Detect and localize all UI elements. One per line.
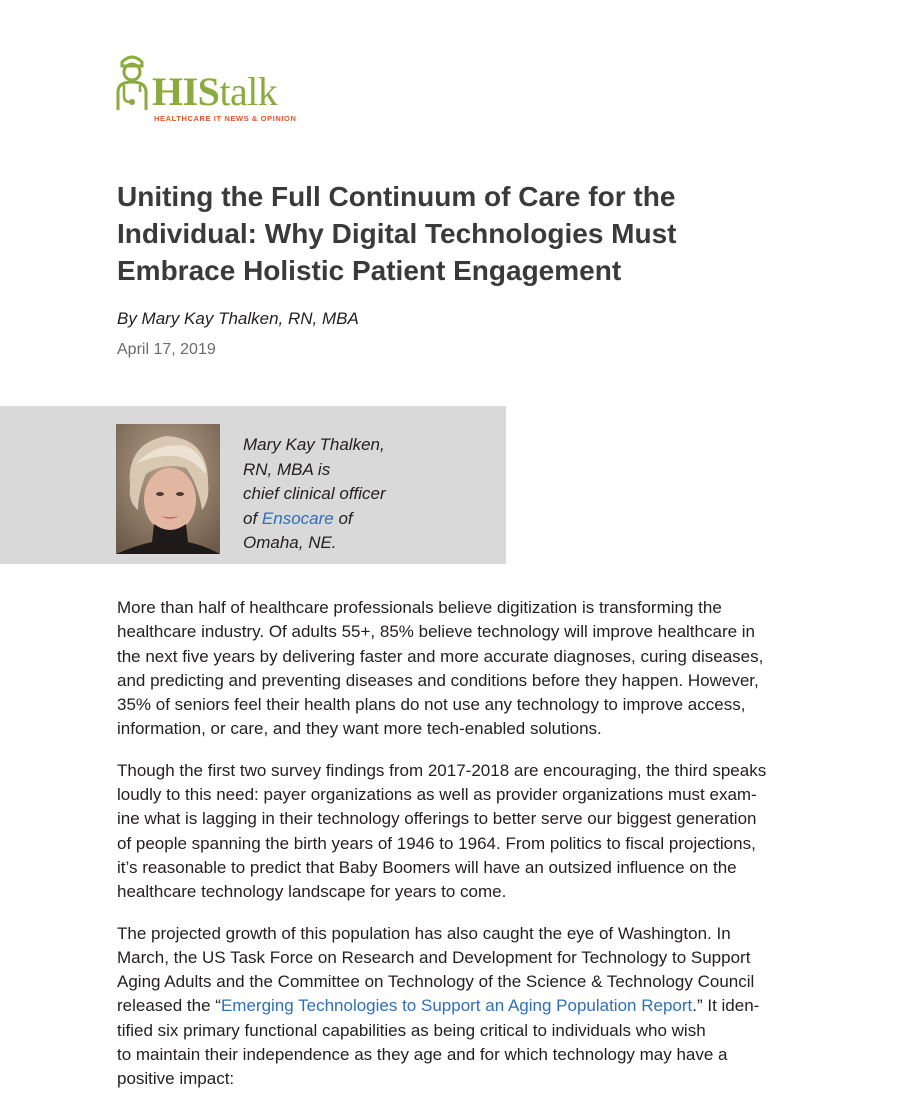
text-line: ine what is lagging in their technology offerings to better serve our biggest generation	[117, 809, 757, 829]
text-line: positive impact:	[117, 1069, 235, 1089]
author-photo	[116, 424, 220, 554]
article-date: April 17, 2019	[117, 341, 216, 358]
logo-word-talk: talk	[219, 69, 278, 114]
text-line: 35% of seniors feel their health plans do not use any technology to improve access,	[117, 695, 746, 715]
text-line	[117, 994, 817, 1018]
author-bio-box	[0, 406, 506, 564]
text-line: March, the US Task Force on Research and Development for Technology to Support	[117, 947, 751, 967]
author-bio-text	[243, 433, 463, 556]
text-line: Though the first two survey findings from 2017-2018 are encouraging, the third speaks	[117, 760, 767, 780]
text-line: and predicting and preventing diseases and conditions before they happen. However,	[117, 670, 759, 690]
article-byline: By Mary Kay Thalken, RN, MBA	[117, 309, 359, 328]
article-body	[117, 596, 817, 1109]
bio-line	[243, 507, 463, 532]
ensocare-link[interactable]: Ensocare	[261, 508, 334, 528]
bio-line: RN, MBA is	[243, 459, 331, 479]
text-line: healthcare industry. Of adults 55+, 85% believe technology will improve healthcare in	[117, 622, 756, 642]
histalk-logo[interactable]	[112, 52, 312, 128]
text-fragment: released the “	[117, 996, 221, 1016]
logo-word-his: HIS	[152, 69, 220, 114]
logo-wordmark	[152, 69, 278, 114]
paragraph-1	[117, 596, 817, 742]
paragraph-3	[117, 922, 817, 1092]
text-line: More than half of healthcare professionals believe digitization is transforming the	[117, 598, 722, 617]
bio-line: chief clinical officer	[243, 484, 386, 503]
text-line: the next five years by delivering faster and more accurate diagnoses, curing diseases,	[117, 646, 764, 666]
text-line: to maintain their independence as they age and for which technology may have a	[117, 1045, 728, 1065]
text-fragment: .” It iden-	[692, 996, 760, 1016]
bio-text-fragment: of	[333, 508, 353, 528]
text-line: healthcare technology landscape for years to come.	[117, 882, 507, 902]
bio-line: Mary Kay Thalken,	[243, 435, 385, 454]
article-title: Uniting the Full Continuum of Care for the Individual: Why Digital Technologies Must Embrace Holistic Patient Engagement	[117, 181, 677, 286]
aging-population-report-link[interactable]: Emerging Technologies to Support an Aging Population Report	[220, 996, 693, 1016]
text-line: Aging Adults and the Committee on Technology of the Science & Technology Council	[117, 972, 755, 992]
text-line: The projected growth of this population has also caught the eye of Washington. In	[117, 923, 731, 943]
text-line: tified six primary functional capabilities as being critical to individuals who wish	[117, 1020, 706, 1040]
doctor-stethoscope-icon	[112, 52, 152, 114]
text-line: information, or care, and they want more tech-enabled solutions.	[117, 719, 602, 739]
text-line: it’s reasonable to predict that Baby Boomers will have an outsized influence on the	[117, 857, 737, 877]
paragraph-2	[117, 759, 817, 905]
bio-line: Omaha, NE.	[243, 533, 337, 552]
text-line: loudly to this need: payer organizations as well as provider organizations must exam-	[117, 785, 757, 805]
bio-text-fragment: of	[243, 508, 262, 528]
logo-tagline: HEALTHCARE IT NEWS & OPINION	[154, 114, 297, 123]
text-line: of people spanning the birth years of 1946 to 1964. From politics to fiscal projections,	[117, 833, 756, 853]
